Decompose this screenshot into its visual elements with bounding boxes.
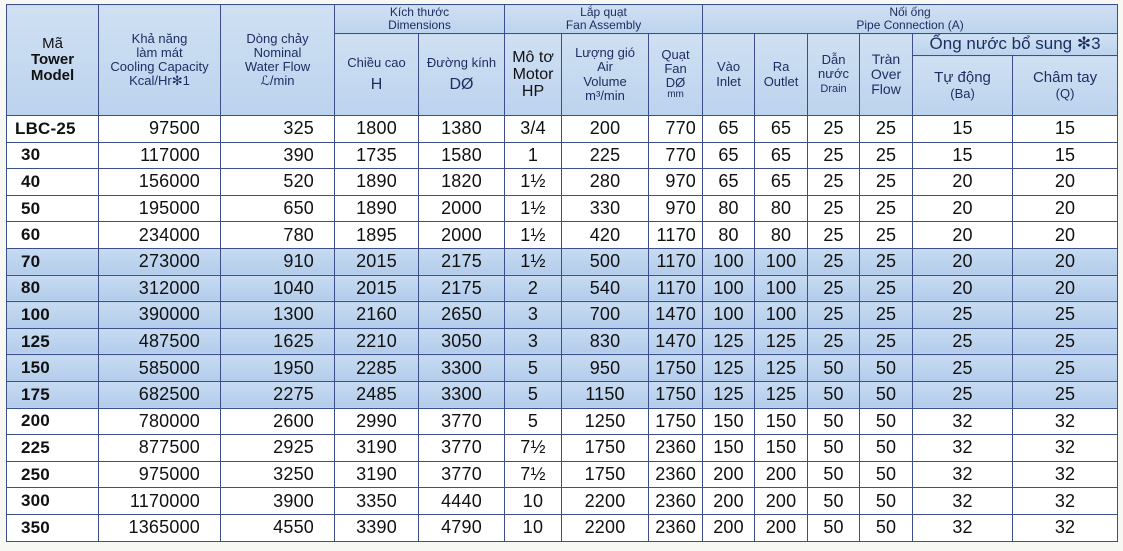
capacity-cell: 1170000 [99,488,221,515]
outlet-cell: 65 [755,169,808,196]
auto-fill-cell: 20 [913,248,1013,275]
motor-cell: 7½ [505,461,562,488]
height-cell: 2015 [335,248,419,275]
diameter-cell: 4440 [419,488,505,515]
capacity-cell: 682500 [99,381,221,408]
air-volume-cell: 1750 [562,461,649,488]
table-row [7,275,1118,302]
diameter-cell: 1820 [419,169,505,196]
overflow-cell: 50 [860,435,913,462]
auto-fill-cell: 32 [913,514,1013,541]
overflow-cell: 25 [860,328,913,355]
air-volume-cell: 700 [562,302,649,329]
height-cell: 3390 [335,514,419,541]
model-cell: LBC-25 [7,116,99,143]
air-volume-cell: 420 [562,222,649,249]
water-flow-cell: 780 [221,222,335,249]
fan-diameter-cell: 2360 [649,488,703,515]
fan-diameter-cell: 770 [649,142,703,169]
manual-fill-cell: 15 [1013,116,1118,143]
motor-cell: 2 [505,275,562,302]
water-flow-cell: 910 [221,248,335,275]
auto-fill-cell: 32 [913,461,1013,488]
manual-fill-cell: 25 [1013,355,1118,382]
height-cell: 2485 [335,381,419,408]
overflow-cell: 25 [860,222,913,249]
drain-cell: 25 [808,328,860,355]
outlet-cell: 100 [755,275,808,302]
motor-cell: 10 [505,488,562,515]
motor-cell: 7½ [505,435,562,462]
outlet-cell: 200 [755,514,808,541]
drain-cell: 25 [808,248,860,275]
overflow-cell: 25 [860,275,913,302]
drain-cell: 50 [808,435,860,462]
header-pipe-connection: Nối ống Pipe Connection (A) [703,5,1118,34]
overflow-cell: 25 [860,169,913,196]
model-cell: 80 [7,275,99,302]
manual-fill-cell: 15 [1013,142,1118,169]
manual-fill-cell: 32 [1013,408,1118,435]
inlet-cell: 150 [703,408,755,435]
inlet-cell: 100 [703,302,755,329]
table-row [7,355,1118,382]
overflow-cell: 50 [860,355,913,382]
diameter-cell: 3300 [419,381,505,408]
capacity-cell: 585000 [99,355,221,382]
header-motor: Mô tơ Motor HP [505,34,562,116]
water-flow-cell: 3250 [221,461,335,488]
motor-cell: 5 [505,408,562,435]
water-flow-cell: 650 [221,195,335,222]
diameter-cell: 3770 [419,435,505,462]
height-cell: 1890 [335,195,419,222]
air-volume-cell: 540 [562,275,649,302]
auto-fill-cell: 20 [913,169,1013,196]
air-volume-cell: 830 [562,328,649,355]
drain-cell: 50 [808,381,860,408]
auto-fill-cell: 25 [913,381,1013,408]
inlet-cell: 200 [703,514,755,541]
inlet-cell: 65 [703,116,755,143]
drain-cell: 25 [808,222,860,249]
height-cell: 2015 [335,275,419,302]
drain-cell: 50 [808,488,860,515]
fan-diameter-cell: 1170 [649,222,703,249]
table-row [7,116,1118,143]
model-cell: 40 [7,169,99,196]
outlet-cell: 125 [755,355,808,382]
drain-cell: 25 [808,116,860,143]
height-cell: 1735 [335,142,419,169]
outlet-cell: 150 [755,408,808,435]
overflow-cell: 50 [860,488,913,515]
header-cooling-capacity: Khả năng làm mát Cooling Capacity Kcal/Hr✻1 [99,5,221,116]
header-fan-assembly: Lắp quạt Fan Assembly [505,5,703,34]
fan-diameter-cell: 1170 [649,248,703,275]
overflow-cell: 25 [860,302,913,329]
outlet-cell: 65 [755,116,808,143]
diameter-cell: 1380 [419,116,505,143]
fan-diameter-cell: 1470 [649,302,703,329]
model-cell: 350 [7,514,99,541]
fan-diameter-cell: 970 [649,195,703,222]
model-cell: 50 [7,195,99,222]
auto-fill-cell: 20 [913,222,1013,249]
water-flow-cell: 2275 [221,381,335,408]
inlet-cell: 65 [703,142,755,169]
manual-fill-cell: 20 [1013,195,1118,222]
inlet-cell: 125 [703,328,755,355]
water-flow-cell: 1950 [221,355,335,382]
header-outlet: Ra Outlet [755,34,808,116]
model-cell: 150 [7,355,99,382]
table-body [7,116,1118,542]
model-cell: 70 [7,248,99,275]
fan-diameter-cell: 2360 [649,435,703,462]
table-row [7,381,1118,408]
height-cell: 3190 [335,435,419,462]
table-row [7,435,1118,462]
fan-diameter-cell: 2360 [649,514,703,541]
water-flow-cell: 325 [221,116,335,143]
header-overflow: Tràn Over Flow [860,34,913,116]
inlet-cell: 100 [703,248,755,275]
table-row [7,488,1118,515]
header-height: Chiều cao H [335,34,419,116]
inlet-cell: 80 [703,222,755,249]
header-model: Mã Tower Model [7,5,99,116]
auto-fill-cell: 32 [913,488,1013,515]
manual-fill-cell: 32 [1013,461,1118,488]
manual-fill-cell: 32 [1013,435,1118,462]
table-row [7,302,1118,329]
height-cell: 1890 [335,169,419,196]
diameter-cell: 3050 [419,328,505,355]
drain-cell: 25 [808,275,860,302]
air-volume-cell: 950 [562,355,649,382]
motor-cell: 5 [505,381,562,408]
auto-fill-cell: 15 [913,116,1013,143]
inlet-cell: 80 [703,195,755,222]
diameter-cell: 2000 [419,222,505,249]
height-cell: 1895 [335,222,419,249]
model-cell: 60 [7,222,99,249]
air-volume-cell: 500 [562,248,649,275]
outlet-cell: 200 [755,461,808,488]
water-flow-cell: 3900 [221,488,335,515]
fan-diameter-cell: 2360 [649,461,703,488]
outlet-cell: 80 [755,222,808,249]
capacity-cell: 117000 [99,142,221,169]
diameter-cell: 2650 [419,302,505,329]
table-row [7,195,1118,222]
fan-diameter-cell: 1750 [649,381,703,408]
header-makeup-water: Ống nước bổ sung ✻3 [913,34,1118,56]
motor-cell: 3 [505,328,562,355]
water-flow-cell: 1300 [221,302,335,329]
capacity-cell: 195000 [99,195,221,222]
table-row [7,248,1118,275]
auto-fill-cell: 20 [913,275,1013,302]
outlet-cell: 100 [755,302,808,329]
inlet-cell: 125 [703,355,755,382]
auto-fill-cell: 32 [913,408,1013,435]
water-flow-cell: 1625 [221,328,335,355]
fan-diameter-cell: 1470 [649,328,703,355]
inlet-cell: 100 [703,275,755,302]
manual-fill-cell: 20 [1013,248,1118,275]
height-cell: 2160 [335,302,419,329]
auto-fill-cell: 15 [913,142,1013,169]
table-row [7,169,1118,196]
header-diameter: Đường kính DØ [419,34,505,116]
diameter-cell: 1580 [419,142,505,169]
inlet-cell: 125 [703,381,755,408]
motor-cell: 5 [505,355,562,382]
diameter-cell: 3300 [419,355,505,382]
table-row [7,514,1118,541]
inlet-cell: 200 [703,488,755,515]
drain-cell: 50 [808,355,860,382]
capacity-cell: 234000 [99,222,221,249]
inlet-cell: 150 [703,435,755,462]
model-cell: 200 [7,408,99,435]
motor-cell: 1½ [505,169,562,196]
manual-fill-cell: 20 [1013,275,1118,302]
diameter-cell: 4790 [419,514,505,541]
capacity-cell: 156000 [99,169,221,196]
fan-diameter-cell: 1750 [649,408,703,435]
air-volume-cell: 1750 [562,435,649,462]
capacity-cell: 1365000 [99,514,221,541]
model-cell: 250 [7,461,99,488]
model-cell: 100 [7,302,99,329]
water-flow-cell: 520 [221,169,335,196]
header-manual-fill: Châm tay (Q) [1013,56,1118,116]
header-inlet: Vào Inlet [703,34,755,116]
overflow-cell: 25 [860,248,913,275]
water-flow-cell: 390 [221,142,335,169]
height-cell: 2285 [335,355,419,382]
diameter-cell: 2000 [419,195,505,222]
model-cell: 175 [7,381,99,408]
diameter-cell: 2175 [419,248,505,275]
auto-fill-cell: 25 [913,355,1013,382]
table-row [7,222,1118,249]
air-volume-cell: 1250 [562,408,649,435]
manual-fill-cell: 25 [1013,328,1118,355]
drain-cell: 25 [808,302,860,329]
model-cell: 30 [7,142,99,169]
header-dimensions: Kích thước Dimensions [335,5,505,34]
air-volume-cell: 280 [562,169,649,196]
header-auto-fill: Tự động (Ba) [913,56,1013,116]
motor-cell: 1½ [505,195,562,222]
fan-diameter-cell: 1170 [649,275,703,302]
fan-diameter-cell: 770 [649,116,703,143]
height-cell: 2990 [335,408,419,435]
outlet-cell: 150 [755,435,808,462]
manual-fill-cell: 20 [1013,222,1118,249]
air-volume-cell: 2200 [562,488,649,515]
fan-diameter-cell: 1750 [649,355,703,382]
capacity-cell: 312000 [99,275,221,302]
table-row [7,408,1118,435]
outlet-cell: 125 [755,328,808,355]
table-row [7,461,1118,488]
auto-fill-cell: 25 [913,302,1013,329]
capacity-cell: 273000 [99,248,221,275]
overflow-cell: 25 [860,116,913,143]
model-cell: 125 [7,328,99,355]
air-volume-cell: 225 [562,142,649,169]
water-flow-cell: 4550 [221,514,335,541]
overflow-cell: 25 [860,195,913,222]
air-volume-cell: 330 [562,195,649,222]
auto-fill-cell: 25 [913,328,1013,355]
air-volume-cell: 1150 [562,381,649,408]
overflow-cell: 25 [860,142,913,169]
drain-cell: 50 [808,408,860,435]
water-flow-cell: 1040 [221,275,335,302]
motor-cell: 3 [505,302,562,329]
manual-fill-cell: 25 [1013,302,1118,329]
model-cell: 225 [7,435,99,462]
height-cell: 3190 [335,461,419,488]
auto-fill-cell: 32 [913,435,1013,462]
table-header [7,5,1118,116]
water-flow-cell: 2600 [221,408,335,435]
capacity-cell: 975000 [99,461,221,488]
diameter-cell: 2175 [419,275,505,302]
capacity-cell: 97500 [99,116,221,143]
outlet-cell: 80 [755,195,808,222]
overflow-cell: 50 [860,461,913,488]
drain-cell: 50 [808,461,860,488]
inlet-cell: 200 [703,461,755,488]
specification-table [6,4,1118,542]
header-drain: Dẫn nước Drain [808,34,860,116]
motor-cell: 10 [505,514,562,541]
motor-cell: 1 [505,142,562,169]
overflow-cell: 50 [860,381,913,408]
air-volume-cell: 200 [562,116,649,143]
overflow-cell: 50 [860,408,913,435]
header-fan-diameter: Quạt Fan DØ mm [649,34,703,116]
fan-diameter-cell: 970 [649,169,703,196]
auto-fill-cell: 20 [913,195,1013,222]
capacity-cell: 487500 [99,328,221,355]
diameter-cell: 3770 [419,408,505,435]
height-cell: 1800 [335,116,419,143]
overflow-cell: 50 [860,514,913,541]
capacity-cell: 390000 [99,302,221,329]
drain-cell: 25 [808,169,860,196]
table-row [7,142,1118,169]
drain-cell: 50 [808,514,860,541]
header-water-flow: Dòng chảy Nominal Water Flow ℒ/min [221,5,335,116]
motor-cell: 1½ [505,248,562,275]
header-air-volume: Lượng gió Air Volume m³/min [562,34,649,116]
drain-cell: 25 [808,195,860,222]
height-cell: 3350 [335,488,419,515]
motor-cell: 1½ [505,222,562,249]
motor-cell: 3/4 [505,116,562,143]
manual-fill-cell: 20 [1013,169,1118,196]
outlet-cell: 65 [755,142,808,169]
capacity-cell: 877500 [99,435,221,462]
outlet-cell: 125 [755,381,808,408]
table-row [7,328,1118,355]
model-cell: 300 [7,488,99,515]
height-cell: 2210 [335,328,419,355]
diameter-cell: 3770 [419,461,505,488]
capacity-cell: 780000 [99,408,221,435]
manual-fill-cell: 25 [1013,381,1118,408]
manual-fill-cell: 32 [1013,514,1118,541]
water-flow-cell: 2925 [221,435,335,462]
drain-cell: 25 [808,142,860,169]
outlet-cell: 100 [755,248,808,275]
manual-fill-cell: 32 [1013,488,1118,515]
inlet-cell: 65 [703,169,755,196]
air-volume-cell: 2200 [562,514,649,541]
outlet-cell: 200 [755,488,808,515]
